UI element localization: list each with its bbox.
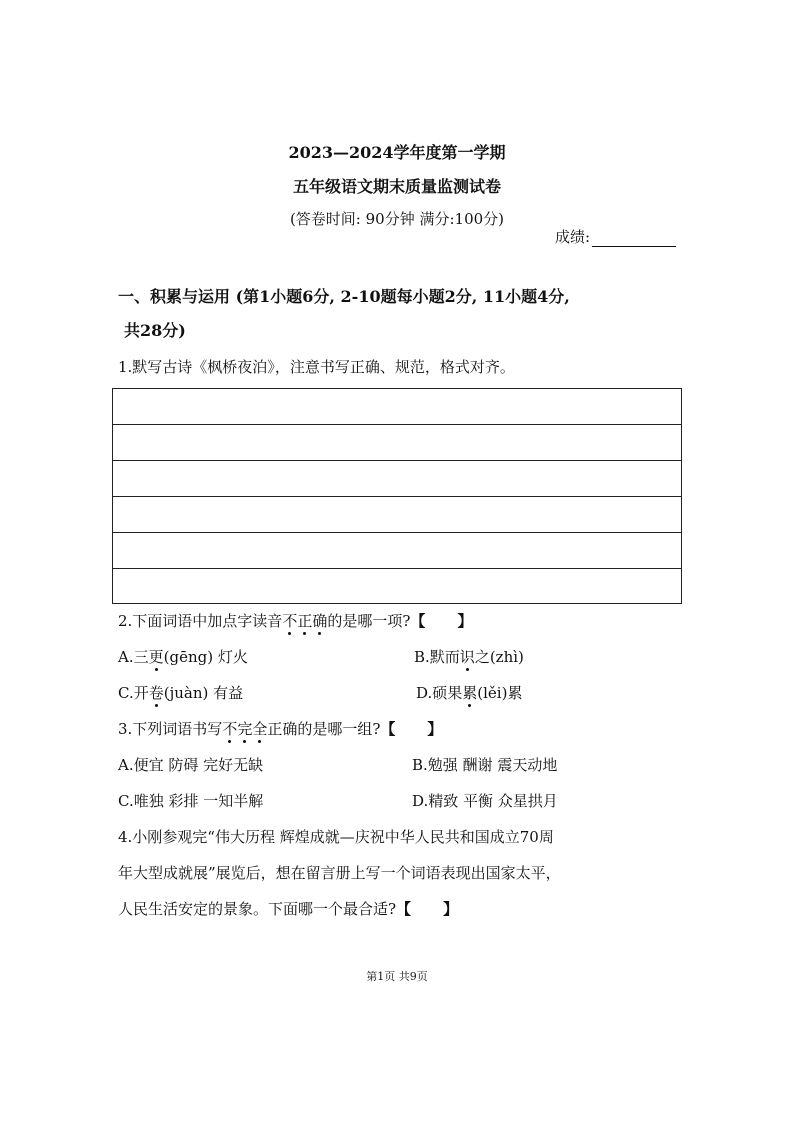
dotted-char: 累 <box>462 684 478 702</box>
q3-stem-text: 3.下列词语书写 <box>118 720 223 738</box>
q3-stem-text: 正确的是哪一组? <box>267 720 381 738</box>
q2-stem-text: 的是哪一项? <box>327 612 411 630</box>
option-text: A.三 <box>118 648 149 666</box>
score-label: 成绩: <box>554 228 590 246</box>
option-text: B.默而 <box>414 648 460 666</box>
q3-stem <box>118 718 442 739</box>
q3-option-d: D.精致 平衡 众星拱月 <box>412 792 558 810</box>
page-footer: 第1页 共9页 <box>366 970 428 983</box>
exam-title-year: 2023—2024学年度第一学期 <box>288 143 506 162</box>
q3-option-b: B.勉强 酬谢 震天动地 <box>412 756 558 774</box>
writing-row[interactable] <box>113 461 681 497</box>
option-text: (gēng) 灯火 <box>163 648 248 666</box>
bracket-open: 【 <box>380 720 396 738</box>
q3-option-a: A.便宜 防碍 完好无缺 <box>118 756 264 774</box>
q4-stem-line3 <box>118 898 458 919</box>
option-text: 之(zhì) <box>474 648 524 666</box>
q3-dotted-char: 完 <box>237 720 253 738</box>
score-field <box>555 226 676 247</box>
writing-row[interactable] <box>113 569 681 605</box>
bracket-close: 】 <box>457 612 473 630</box>
bracket-open: 【 <box>410 612 426 630</box>
dotted-char: 卷 <box>148 684 164 702</box>
q4-stem-text: 人民生活安定的景象。下面哪一个最合适? <box>118 900 397 918</box>
bracket-close: 】 <box>443 900 459 918</box>
section1-heading: 一、积累与运用 (第1小题6分, 2-10题每小题2分, 11小题4分, <box>118 287 570 306</box>
writing-row[interactable] <box>113 425 681 461</box>
bracket-close: 】 <box>427 720 443 738</box>
q2-option-d <box>416 682 522 703</box>
option-text: (lěi)累 <box>477 684 523 702</box>
q2-dotted-char: 不 <box>282 612 298 630</box>
dotted-char: 更 <box>148 648 164 666</box>
q3-option-c: C.唯独 彩排 一知半解 <box>118 792 264 810</box>
exam-subtitle-time-score: (答卷时间: 90分钟 满分:100分) <box>289 210 505 228</box>
writing-row[interactable] <box>113 533 681 569</box>
writing-row[interactable] <box>113 497 681 533</box>
q4-stem-line2: 年大型成就展”展览后，想在留言册上写一个词语表现出国家太平， <box>118 864 561 882</box>
q1-writing-grid[interactable] <box>112 388 682 604</box>
dotted-char: 识 <box>459 648 475 666</box>
q2-option-c <box>118 682 243 703</box>
q2-dotted-char: 确 <box>312 612 328 630</box>
q2-option-a <box>118 646 248 667</box>
option-text: C.开 <box>118 684 149 702</box>
q3-dotted-char: 不 <box>222 720 238 738</box>
q4-answer-bracket[interactable] <box>396 900 458 918</box>
q2-stem-text: 2.下面词语中加点字读音 <box>118 612 283 630</box>
q2-dotted-char: 正 <box>297 612 313 630</box>
exam-title-name: 五年级语文期末质量监测试卷 <box>292 177 501 196</box>
section1-heading-cont: 共28分) <box>124 321 186 340</box>
q2-stem <box>118 610 472 631</box>
q4-stem-line1: 4.小刚参观完“伟大历程 辉煌成就—庆祝中华人民共和国成立70周 <box>118 828 554 846</box>
option-text: D.硕果 <box>416 684 463 702</box>
writing-row[interactable] <box>113 389 681 425</box>
score-blank[interactable] <box>592 228 676 247</box>
q2-answer-bracket[interactable] <box>410 612 472 630</box>
q2-option-b <box>414 646 524 667</box>
q3-dotted-char: 全 <box>252 720 268 738</box>
option-text: (juàn) 有益 <box>163 684 244 702</box>
bracket-open: 【 <box>396 900 412 918</box>
q3-answer-bracket[interactable] <box>380 720 442 738</box>
q1-stem: 1.默写古诗《枫桥夜泊》，注意书写正确、规范，格式对齐。 <box>118 358 515 376</box>
